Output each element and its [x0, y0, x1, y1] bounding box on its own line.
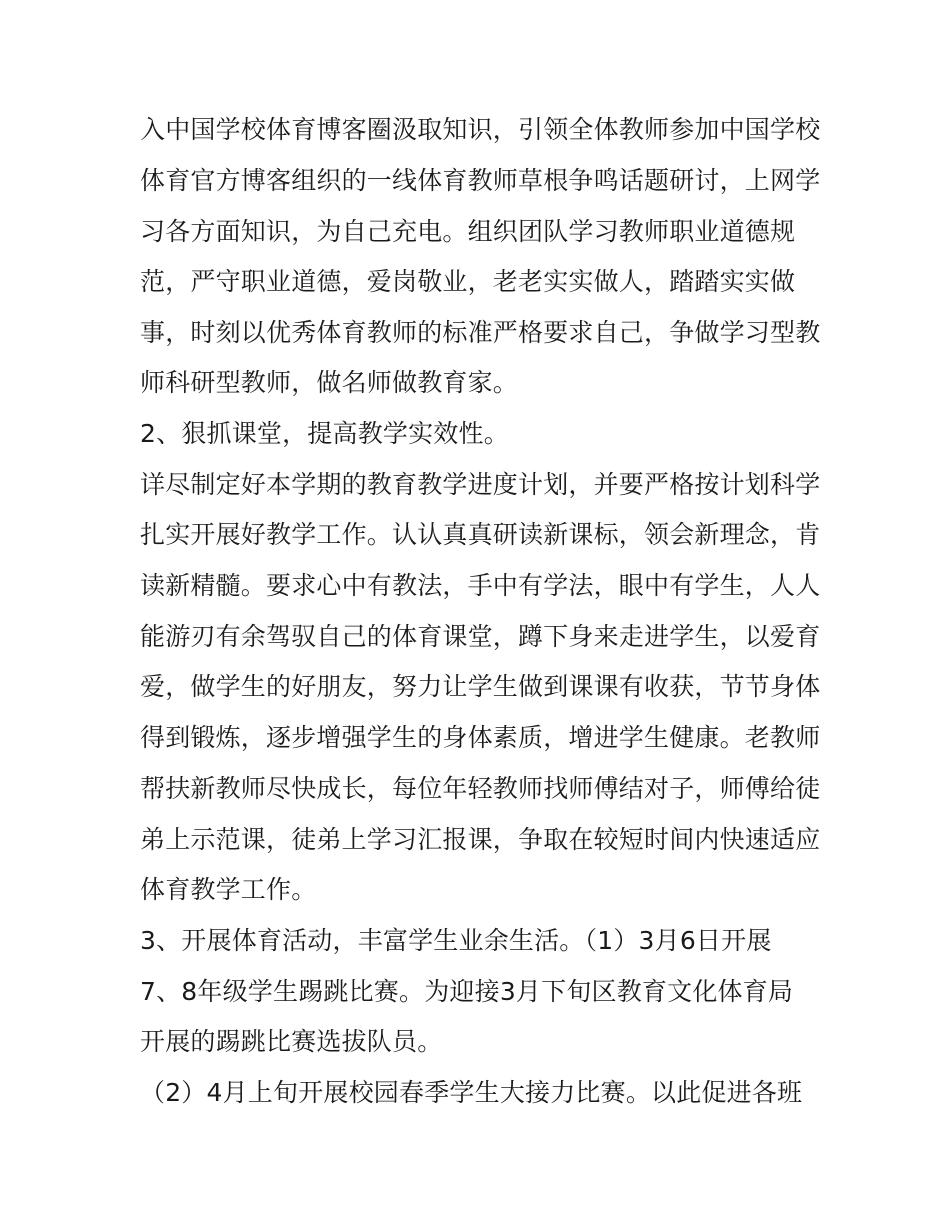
text-line: 帮扶新教师尽快成长，每位年轻教师找师傅结对子，师傅给徒: [140, 774, 821, 803]
text-line: 事，时刻以优秀体育教师的标准严格要求自己，争做学习型教: [140, 318, 821, 347]
text-line: 得到锻炼，逐步增强学生的身体素质，增进学生健康。老教师: [140, 723, 821, 752]
text-line: 爱，做学生的好朋友，努力让学生做到课课有收获，节节身体: [140, 672, 821, 701]
text-line: 师科研型教师，做名师做教育家。: [140, 368, 519, 397]
text-line: 能游刃有余驾驭自己的体育课堂，蹲下身来走进学生，以爱育: [140, 622, 821, 651]
text-line: 习各方面知识，为自己充电。组织团队学习教师职业道德规: [140, 217, 796, 246]
text-line: 详尽制定好本学期的教育教学进度计划，并要严格按计划科学: [140, 470, 821, 499]
section-heading: 3、开展体育活动，丰富学生业余生活。（1）3月6日开展: [140, 926, 772, 955]
text-line: 入中国学校体育博客圈汲取知识，引领全体教师参加中国学校: [140, 115, 821, 144]
text-line: 开展的踢跳比赛选拔队员。: [140, 1027, 443, 1056]
text-line: 扎实开展好教学工作。认认真真研读新课标，领会新理念，肯: [140, 520, 821, 549]
text-line: 读新精髓。要求心中有教法，手中有学法，眼中有学生，人人: [140, 571, 821, 600]
text-line: 7、8年级学生踢跳比赛。为迎接3月下旬区教育文化体育局: [140, 977, 794, 1006]
text-line: 弟上示范课，徒弟上学习汇报课，争取在较短时间内快速适应: [140, 825, 821, 854]
text-line: 体育教学工作。: [140, 875, 317, 904]
text-line: （2）4月上旬开展校园春季学生大接力比赛。以此促进各班: [140, 1078, 803, 1107]
text-line: 体育官方博客组织的一线体育教师草根争鸣话题研讨，上网学: [140, 166, 821, 195]
section-heading: 2、狠抓课堂，提高教学实效性。: [140, 419, 509, 448]
text-line: 范，严守职业道德，爱岗敬业，老老实实做人，踏踏实实做: [140, 267, 796, 296]
